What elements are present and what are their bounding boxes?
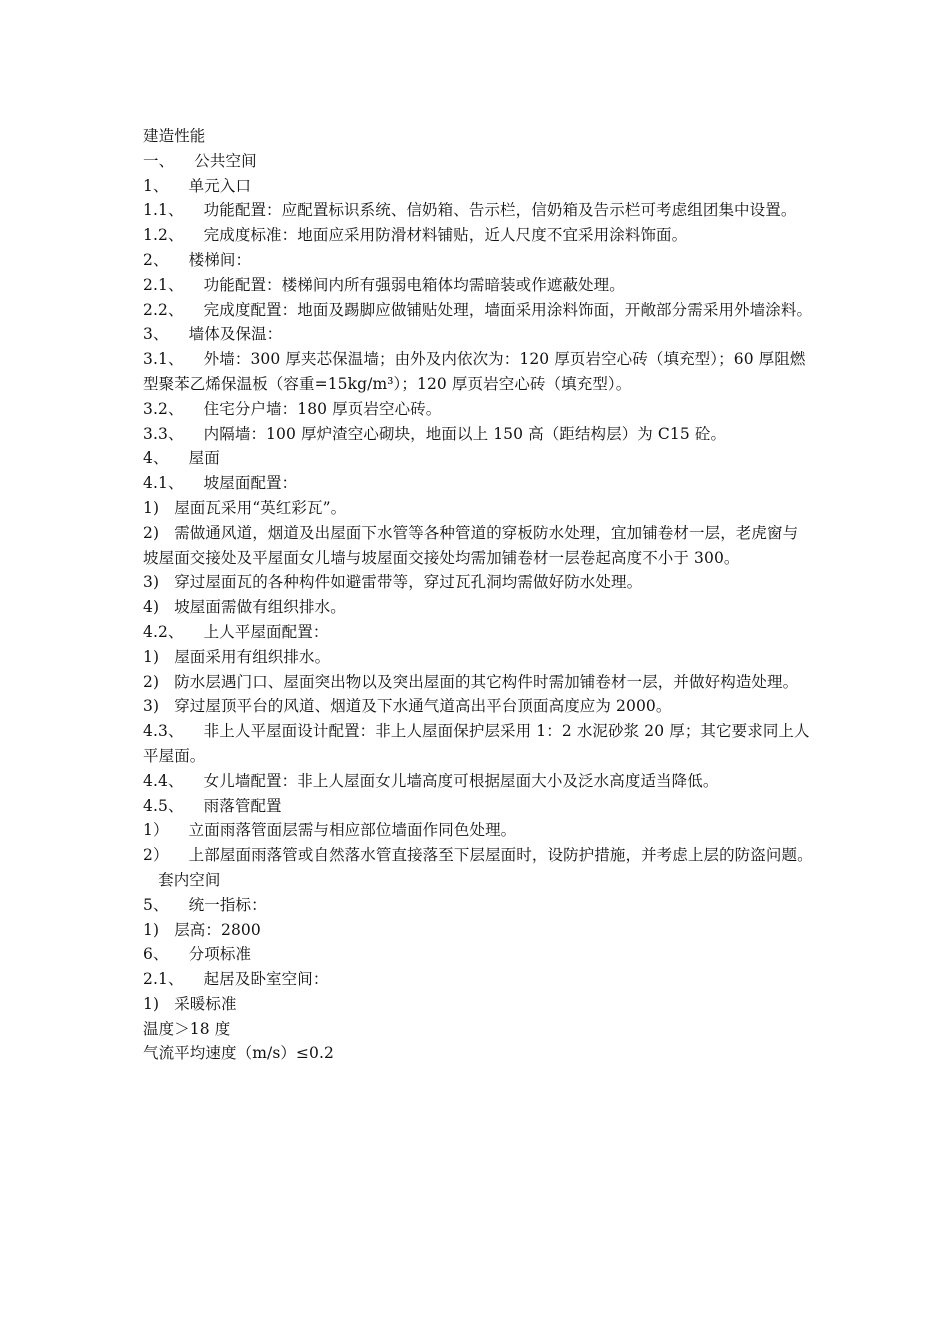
subsection-heading: 4、 屋面 xyxy=(143,449,220,468)
section-heading-public-space: 一、 公共空间 xyxy=(143,151,257,170)
paragraph: 温度＞18 度 xyxy=(143,1019,231,1038)
section-heading-unit-interior: 套内空间 xyxy=(143,870,221,889)
list-item: 4) 坡屋面需做有组织排水。 xyxy=(143,598,346,617)
paragraph: 3.3、 内隔墙：100 厚炉渣空心砌块，地面以上 150 高（距结构层）为 C15 砼。 xyxy=(143,424,727,443)
paragraph: 1.2、 完成度标准：地面应采用防滑材料铺贴，近人尺度不宜采用涂料饰面。 xyxy=(143,226,688,245)
list-item: 1) 屋面瓦采用“英红彩瓦”。 xyxy=(143,498,347,517)
list-item: 1） 立面雨落管面层需与相应部位墙面作同色处理。 xyxy=(143,821,517,840)
paragraph: 1.1、 功能配置：应配置标识系统、信奶箱、告示栏，信奶箱及告示栏可考虑组团集中设置。 xyxy=(143,201,797,220)
list-item: 2) 防水层遇门口、屋面突出物以及突出屋面的其它构件时需加铺卷材一层，并做好构造处理。 xyxy=(143,672,799,691)
list-item: 1) 屋面采用有组织排水。 xyxy=(143,647,331,666)
subsection-heading: 5、 统一指标： xyxy=(143,895,267,914)
list-item: 3) 穿过屋面瓦的各种构件如避雷带等，穿过瓦孔洞均需做好防水处理。 xyxy=(143,573,643,592)
paragraph: 4.5、 雨落管配置 xyxy=(143,796,282,815)
paragraph: 4.3、 非上人平屋面设计配置：非上人屋面保护层采用 1：2 水泥砂浆 20 厚；其它要求同上人平屋面。 xyxy=(143,722,810,765)
paragraph: 2.2、 完成度配置：地面及踢脚应做铺贴处理，墙面采用涂料饰面，开敞部分需采用外墙涂料。 xyxy=(143,300,813,319)
subsection-heading: 2、 楼梯间： xyxy=(143,250,252,269)
paragraph: 2.1、 功能配置：楼梯间内所有强弱电箱体均需暗装或作遮蔽处理。 xyxy=(143,275,625,294)
list-item: 1) 采暖标准 xyxy=(143,994,237,1013)
subsection-heading: 3、 墙体及保温： xyxy=(143,325,283,344)
paragraph: 4.1、 坡屋面配置： xyxy=(143,474,298,493)
subsection-heading: 6、 分项标准 xyxy=(143,945,252,964)
list-item: 3) 穿过屋顶平台的风道、烟道及下水通气道高出平台顶面高度应为 2000。 xyxy=(143,697,672,716)
list-item: 2) 需做通风道，烟道及出屋面下水管等各种管道的穿板防水处理，宜加铺卷材一层，老虎窗与坡屋面交接处及平屋面女儿墙与坡屋面交接处均需加铺卷材一层卷起高度不小于 300。 xyxy=(143,523,799,567)
list-item: 2） 上部屋面雨落管或自然落水管直接落至下层屋面时，设防护措施，并考虑上层的防盗问题。 xyxy=(143,846,813,865)
list-item: 1) 层高：2800 xyxy=(143,920,261,939)
paragraph: 3.1、 外墙：300 厚夹芯保温墙；由外及内依次为：120 厚页岩空心砖（填充型）；60 厚阻燃型聚苯乙烯保温板（容重=15kg/m³）；120 厚页岩空心砖（填充型）。 xyxy=(143,350,806,393)
paragraph: 气流平均速度（m/s）≤0.2 xyxy=(143,1044,335,1063)
paragraph: 4.4、 女儿墙配置：非上人屋面女儿墙高度可根据屋面大小及泛水高度适当降低。 xyxy=(143,771,719,790)
paragraph: 2.1、 起居及卧室空间： xyxy=(143,970,329,989)
subsection-heading: 1、 单元入口 xyxy=(143,176,252,195)
document-title: 建造性能 xyxy=(143,127,206,145)
paragraph: 4.2、 上人平屋面配置： xyxy=(143,622,329,641)
document-body xyxy=(143,124,813,1066)
paragraph: 3.2、 住宅分户墙：180 厚页岩空心砖。 xyxy=(143,399,442,418)
